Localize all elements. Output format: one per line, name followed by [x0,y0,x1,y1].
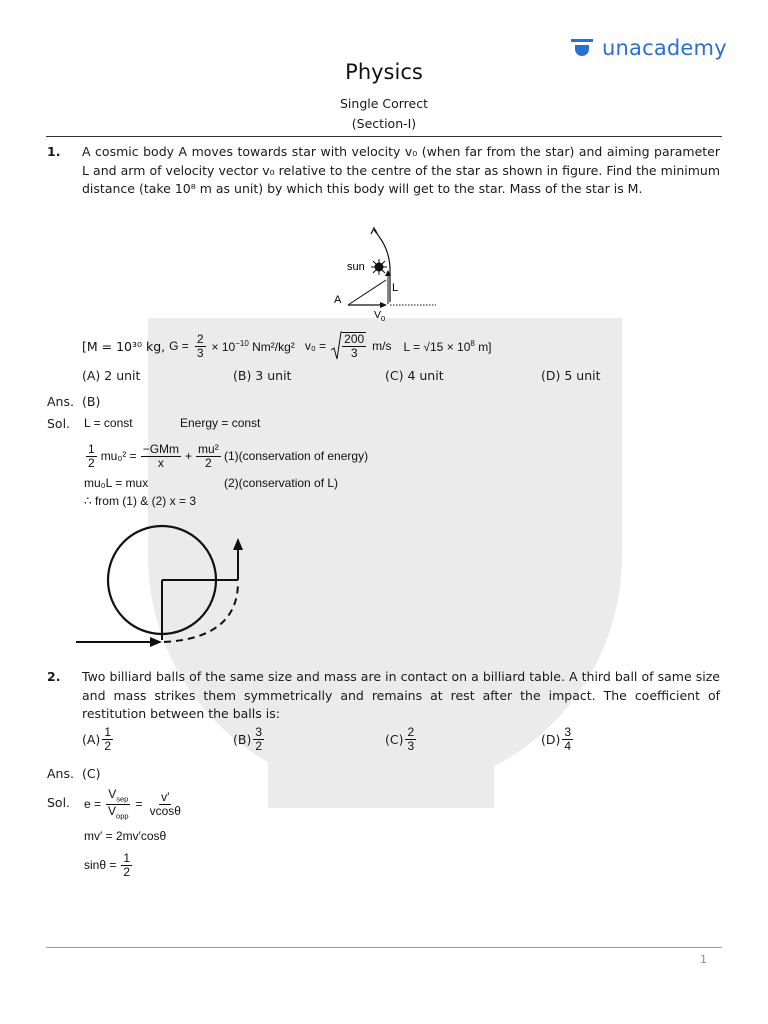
unacademy-logo-icon [570,37,596,59]
q1-sol-line1b: Energy = const [180,416,261,430]
incoming-arrowhead [150,637,162,647]
given-g-suffix: × $10^{-10}$ Nm²/kg² [211,338,295,354]
q2-option-b[interactable]: (B) $\frac{3}{2}$ [233,725,263,753]
q1-option-c[interactable]: (C) 4 unit [385,368,444,383]
q2-sol-label: Sol. [47,795,71,810]
header-rule [46,136,722,137]
question-1-text: A cosmic body A moves towards star with velocity v₀ (when far from the star) and aiming parameter L and arm of velocity vector v₀ relative to the centre of the star as shown in figure. Find the minimum distance (take 10⁸ m as unit) by which this body will get to the star. Mass of the star is M. [82,144,720,196]
L-label: L [392,282,399,294]
v0-label: $V_0$ [374,309,386,322]
given-g-fraction: $\frac{2}{3}$ [196,331,204,360]
q2-answer: (C) [82,766,101,781]
page-number: 1 [700,953,707,966]
question-1-figure [320,222,450,322]
q2-sol-momentum-eq: mv′ = 2mv′cosθ [84,829,167,843]
q1-option-b[interactable]: (B) 3 unit [233,368,292,383]
q2-sol-sin-eq: sinθ = $\frac{1}{2}$ [84,850,131,879]
v0-arrowhead [380,302,387,308]
q1-sol-momentum-eq: mu₀L = mux [84,476,149,490]
given-g-prefix: G = [169,339,189,353]
q2-option-a[interactable]: (A) $\frac{1}{2}$ [82,725,111,753]
q1-sol-energy-note: (1)(conservation of energy) [224,449,369,463]
sqrt-sign-icon [330,331,342,361]
given-l: $L = √15 \times 10^8$ m] [403,338,492,354]
exit-arrowhead [233,538,243,550]
connector-line [348,280,386,305]
question-2-text: Two billiard balls of the same size and mass are in contact on a billiard table. A third ball of same size and mass strikes them symmetrically and remains at rest after the impact. The coefficient of restitution between the balls is: [82,669,720,721]
q1-answer: (B) [82,394,101,409]
q1-option-d[interactable]: (D) 5 unit [541,368,601,383]
given-v-prefix: v₀ = [304,339,327,353]
given-v-sqrt: $\frac{200}{3}$ [330,331,368,361]
brand-name: unacademy [602,36,727,60]
question-2-number: 2. [47,669,61,684]
q1-solution-figure [70,518,260,660]
question-1-number: 1. [47,144,61,159]
given-mass: [M = 10³⁰ kg, [82,338,166,354]
section-label: (Section-I) [351,116,417,131]
A-label: A [334,294,342,306]
footer-rule [46,947,722,948]
sun-icon [371,259,387,275]
sun-label: sun [347,261,365,273]
q1-sol-label: Sol. [47,416,71,431]
q2-option-d[interactable]: (D) $\frac{3}{4}$ [541,725,572,753]
given-v-unit: m/s [372,339,392,353]
q1-ans-label: Ans. [47,394,74,409]
q2-sol-restitution-eq: e = $\frac{V_{sep}}{V_{opp}}$ = $\frac{v'}{vcos\theta}$ [84,787,181,820]
page-subtitle: Single Correct [339,96,429,111]
brand-logo [570,36,727,60]
q1-sol-result: ∴ from (1) & (2) x = 3 [84,494,196,508]
q1-sol-line1a: L = const [84,416,133,430]
q1-sol-momentum-note: (2)(conservation of L) [224,476,339,490]
question-1-given [82,328,722,364]
q1-option-a[interactable]: (A) 2 unit [82,368,141,383]
page-title: Physics [345,60,423,84]
q2-option-c[interactable]: (C) $\frac{2}{3}$ [385,725,415,753]
q1-sol-energy-eq: $\frac{1}{2}$ mu₀² = $\frac{\text{−GMm}}{x}$ + $\frac{\text{mu²}}{2}$ [88,441,219,470]
q2-ans-label: Ans. [47,766,74,781]
